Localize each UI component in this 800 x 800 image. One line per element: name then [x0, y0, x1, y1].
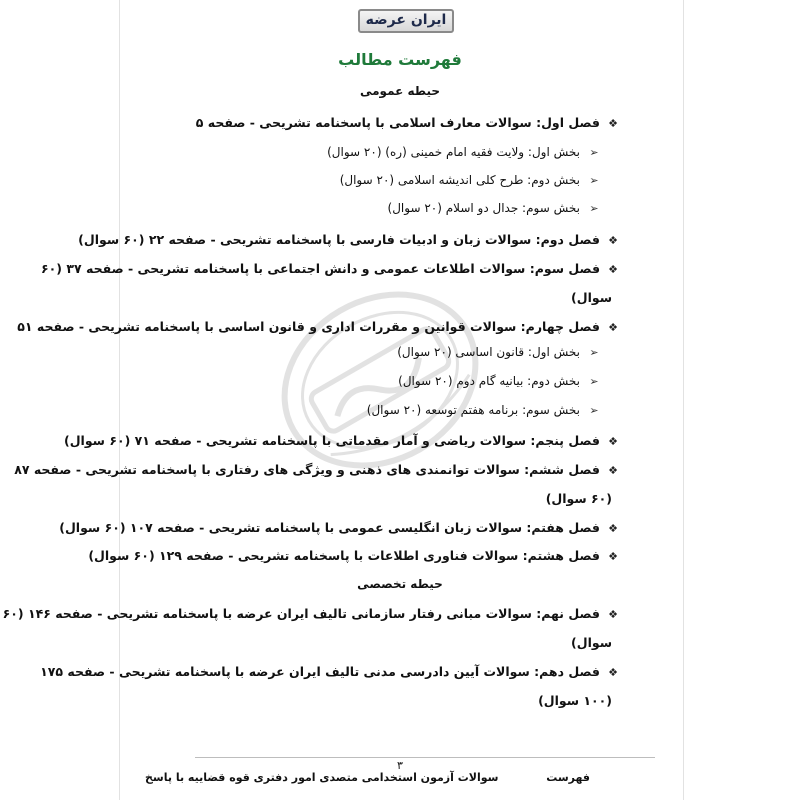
- entry-text: فصل هفتم: سوالات زبان انگلیسی عمومی با پاسخنامه تشریحی - صفحه ۱۰۷ (۶۰ سوال): [59, 520, 600, 535]
- toc-subentry-4-1[interactable]: [397, 342, 600, 363]
- toc-entry-chapter-6[interactable]: [14, 455, 620, 485]
- arrow-right-bullet-icon: ➢: [589, 404, 599, 417]
- arrow-right-bullet-icon: ➢: [589, 146, 599, 159]
- diamond-star-bullet-icon: ❖: [608, 117, 618, 130]
- toc-entry-chapter-7[interactable]: [59, 513, 620, 543]
- diamond-star-bullet-icon: ❖: [608, 263, 618, 276]
- entry-text: فصل اول: سوالات معارف اسلامی با پاسخنامه تشریحی - صفحه ۵: [195, 115, 600, 130]
- toc-subentry-1-1[interactable]: [327, 142, 600, 163]
- entry-text: فصل دهم: سوالات آیین دادرسی مدنی تالیف ایران عرضه با پاسخنامه تشریحی - صفحه ۱۷۵: [40, 664, 600, 679]
- diamond-star-bullet-icon: ❖: [608, 464, 618, 477]
- diamond-star-bullet-icon: ❖: [608, 666, 618, 679]
- entry-text: فصل پنجم: سوالات ریاضی و آمار مقدماتی با پاسخنامه تشریحی - صفحه ۷۱ (۶۰ سوال): [63, 433, 600, 448]
- footer-divider: [195, 757, 655, 758]
- diamond-star-bullet-icon: ❖: [608, 522, 618, 535]
- entry-text: فصل هشتم: سوالات فناوری اطلاعات با پاسخنامه تشریحی - صفحه ۱۲۹ (۶۰ سوال): [88, 548, 600, 563]
- toc-entry-chapter-1[interactable]: [196, 108, 620, 138]
- toc-entry-chapter-8[interactable]: [88, 541, 620, 571]
- footer-book-title: سوالات آزمون استخدامی متصدی امور دفتری قوه قضاییه با پاسخ: [145, 771, 499, 784]
- page-margin-right: [683, 0, 684, 800]
- logo-text: ایران عرضه: [365, 12, 447, 28]
- footer-section-label: فهرست: [546, 771, 590, 784]
- entry-text: بخش اول: قانون اساسی (۲۰ سوال): [397, 345, 580, 359]
- toc-entry-chapter-2[interactable]: [78, 225, 620, 255]
- toc-subentry-4-2[interactable]: [398, 371, 600, 392]
- iran-arzeh-logo: [358, 9, 454, 33]
- diamond-star-bullet-icon: ❖: [608, 550, 618, 563]
- toc-entry-chapter-3-cont: [162, 283, 612, 312]
- toc-entry-chapter-3[interactable]: [41, 254, 620, 284]
- entry-text-continued: (۶۰ سوال): [545, 491, 612, 506]
- arrow-right-bullet-icon: ➢: [589, 174, 599, 187]
- entry-text: بخش سوم: جدال دو اسلام (۲۰ سوال): [387, 201, 580, 215]
- toc-subentry-1-2[interactable]: [340, 170, 600, 191]
- toc-entry-chapter-9-cont: [162, 628, 612, 657]
- entry-text: فصل ششم: سوالات توانمندی های ذهنی و ویژگی های رفتاری با پاسخنامه تشریحی - صفحه ۸۷: [14, 462, 600, 477]
- entry-text-continued: (۱۰۰ سوال): [538, 693, 612, 708]
- arrow-right-bullet-icon: ➢: [589, 346, 599, 359]
- entry-text-continued: سوال): [571, 635, 612, 650]
- toc-entry-chapter-4[interactable]: [17, 312, 620, 342]
- entry-text: بخش سوم: برنامه هفتم توسعه (۲۰ سوال): [366, 403, 580, 417]
- diamond-star-bullet-icon: ❖: [608, 234, 618, 247]
- entry-text: فصل سوم: سوالات اطلاعات عمومی و دانش اجتماعی با پاسخنامه تشریحی - صفحه ۳۷ (۶۰: [41, 261, 600, 276]
- toc-entry-chapter-10[interactable]: [40, 657, 620, 687]
- section-general-heading: حیطه عمومی: [359, 84, 441, 98]
- entry-text: بخش دوم: طرح کلی اندیشه اسلامی (۲۰ سوال): [339, 173, 580, 187]
- arrow-right-bullet-icon: ➢: [589, 202, 599, 215]
- diamond-star-bullet-icon: ❖: [608, 321, 618, 334]
- section-specialized-heading: حیطه تخصصی: [357, 577, 443, 591]
- toc-entry-chapter-5[interactable]: [64, 426, 620, 456]
- arrow-right-bullet-icon: ➢: [589, 375, 599, 388]
- entry-text: فصل نهم: سوالات مبانی رفتار سازمانی تالیف ایران عرضه با پاسخنامه تشریحی - صفحه ۱۴۶ (۶۰: [2, 606, 600, 621]
- toc-subentry-4-3[interactable]: [367, 400, 600, 421]
- toc-entry-chapter-6-cont: [162, 484, 612, 513]
- diamond-star-bullet-icon: ❖: [608, 435, 618, 448]
- diamond-star-bullet-icon: ❖: [608, 608, 618, 621]
- toc-entry-chapter-9[interactable]: [3, 599, 620, 629]
- entry-text: بخش دوم: بیانیه گام دوم (۲۰ سوال): [398, 374, 580, 388]
- toc-subentry-1-3[interactable]: [388, 198, 600, 219]
- entry-text: فصل دوم: سوالات زبان و ادبیات فارسی با پاسخنامه تشریحی - صفحه ۲۲ (۶۰ سوال): [78, 232, 600, 247]
- entry-text-continued: سوال): [571, 290, 612, 305]
- entry-text: فصل چهارم: سوالات قوانین و مقررات اداری و قانون اساسی با پاسخنامه تشریحی - صفحه ۵۱: [17, 319, 600, 334]
- toc-title: فهرست مطالب: [338, 50, 462, 69]
- entry-text: بخش اول: ولایت فقیه امام خمینی (ره) (۲۰ سوال): [327, 145, 580, 159]
- toc-entry-chapter-10-cont: [162, 686, 612, 715]
- page-number: ۳: [397, 759, 403, 772]
